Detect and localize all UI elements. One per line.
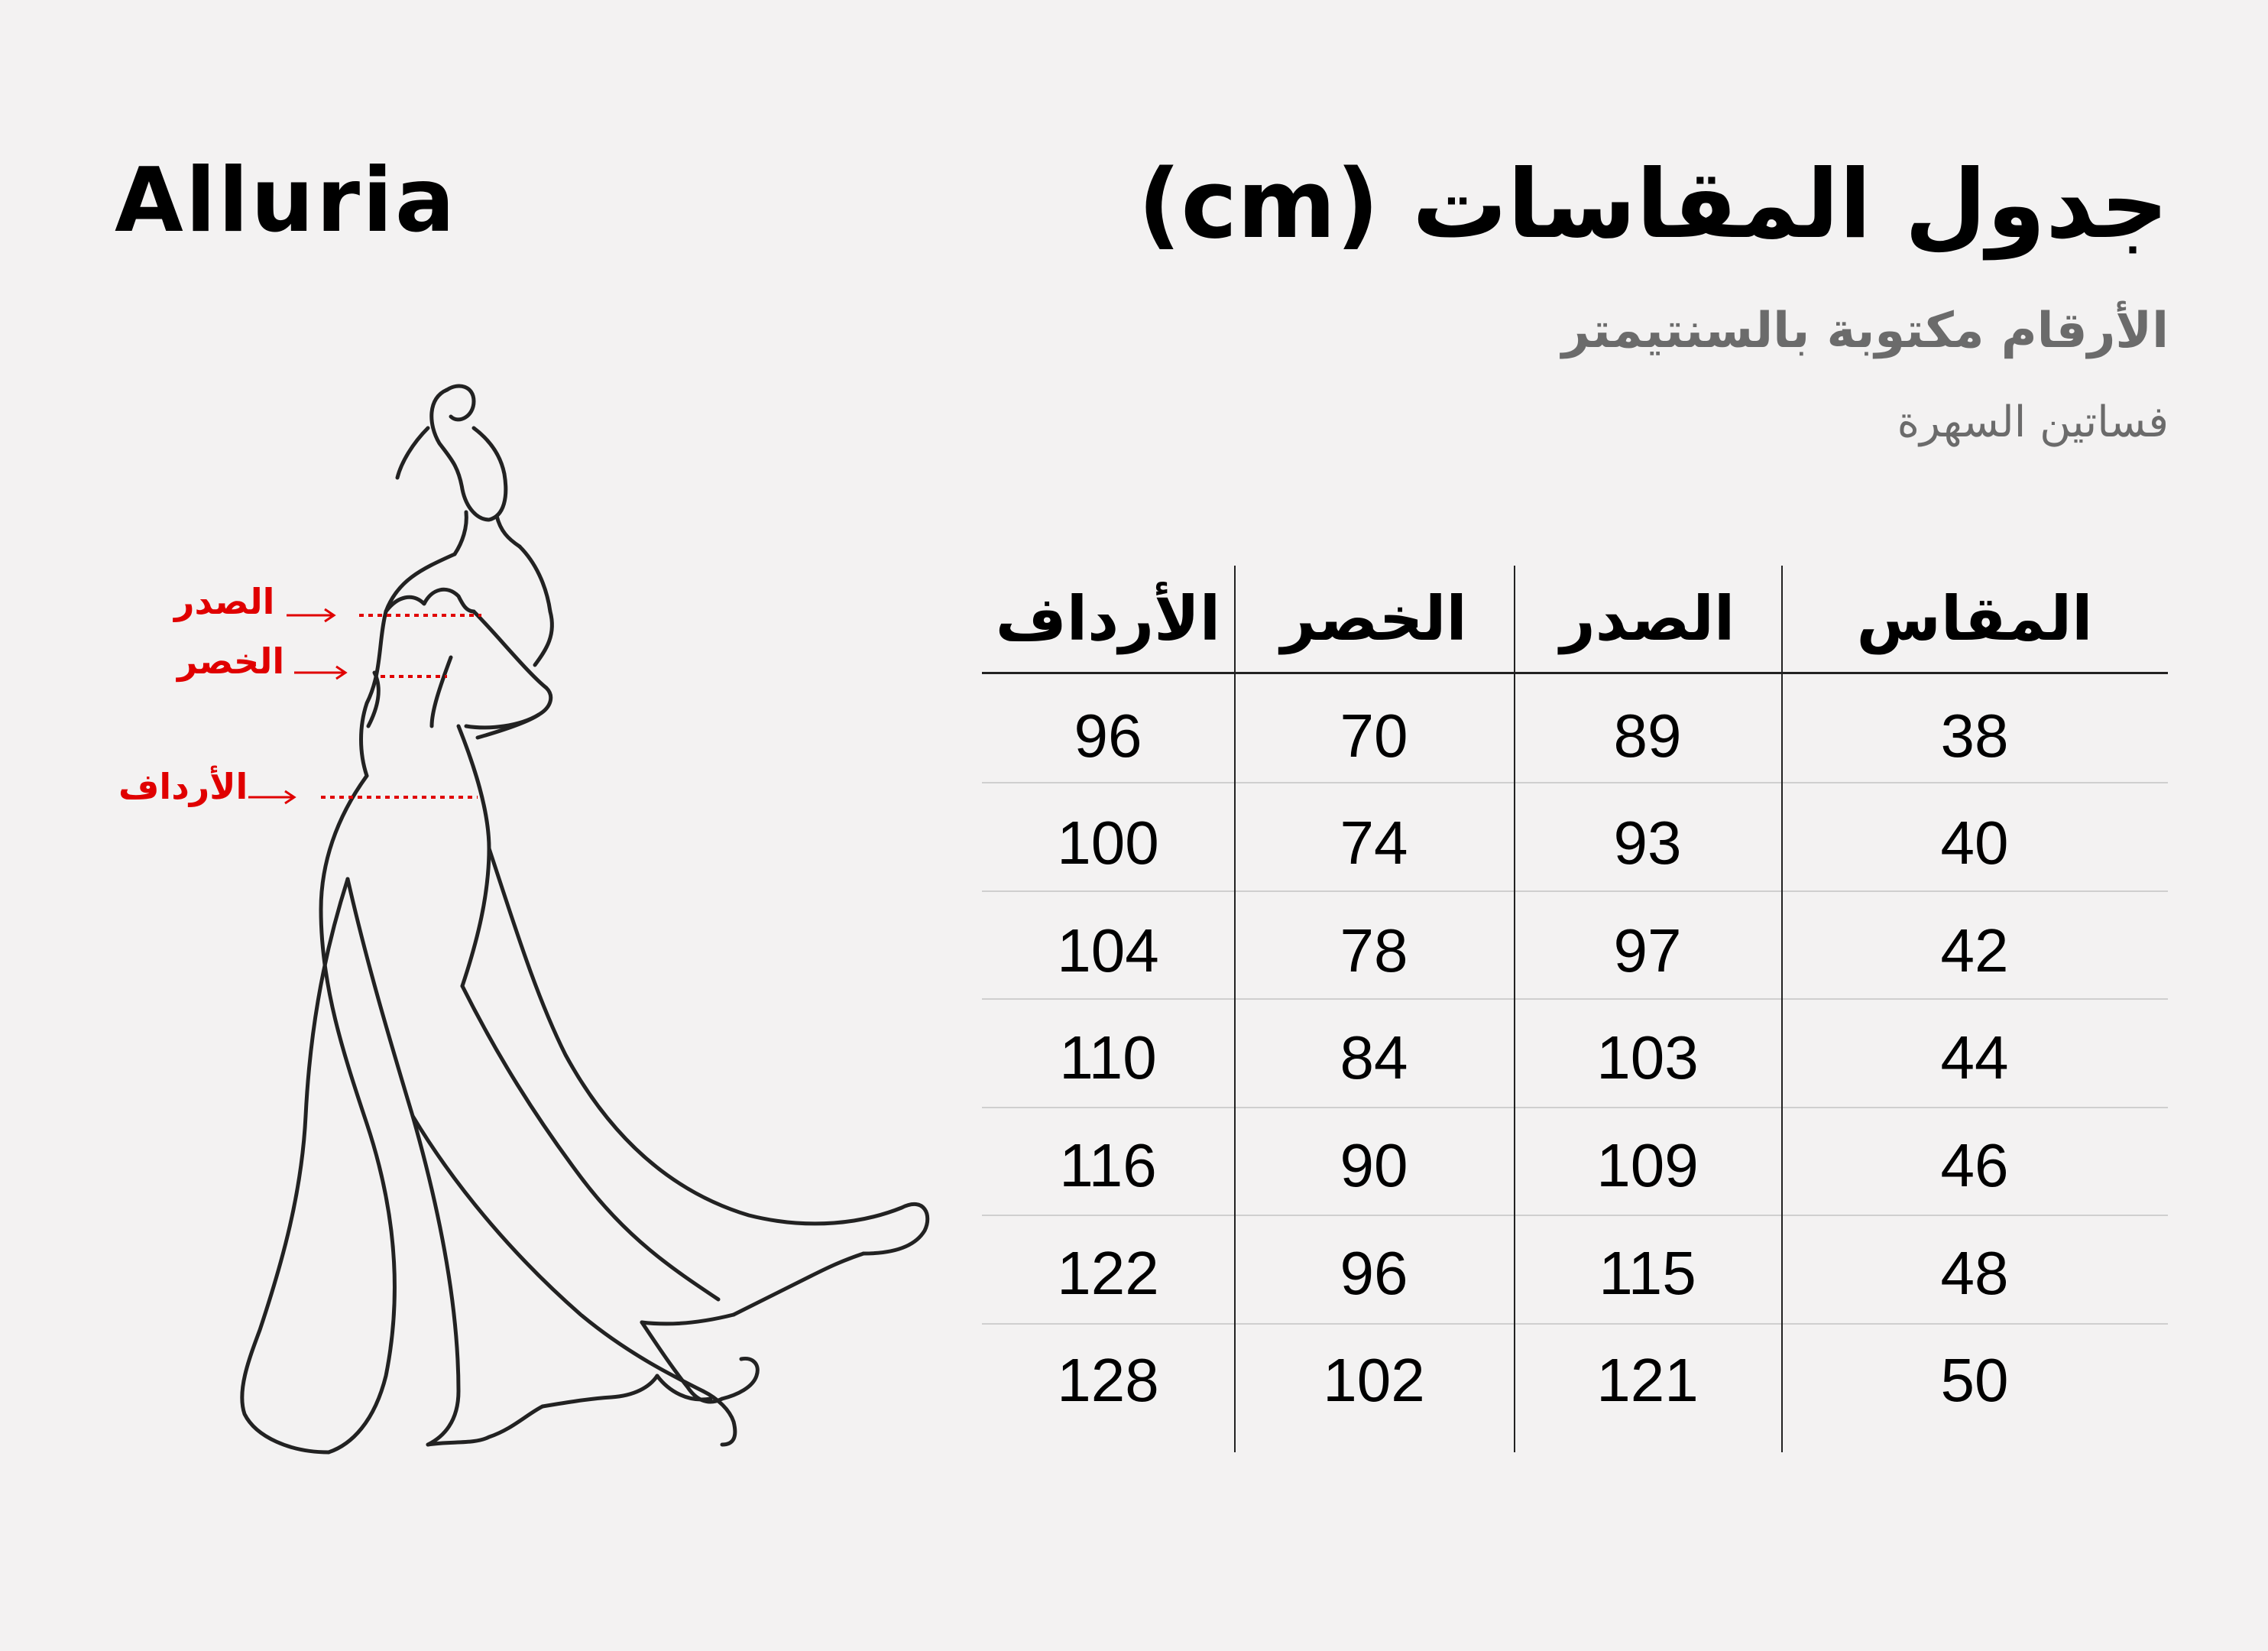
waist-cell: 70: [1340, 702, 1408, 770]
brand-logo: Alluria: [115, 149, 458, 252]
waist-cell: 96: [1340, 1239, 1408, 1307]
hips-cell: 110: [1059, 1023, 1157, 1091]
size-cell: 44: [1940, 1023, 2009, 1091]
category-label: فساتين السهرة: [1897, 397, 2169, 447]
column-divider: [1234, 566, 1236, 1452]
hips-cell: 100: [1057, 809, 1159, 877]
table-row: [982, 897, 2168, 1004]
units-note: الأرقام مكتوبة بالسنتيمتر: [1561, 303, 2169, 359]
size-cell: 42: [1940, 916, 2009, 984]
bust-cell: 121: [1596, 1346, 1699, 1414]
header-waist: الخصر: [1281, 583, 1467, 654]
size-cell: 48: [1940, 1239, 2009, 1307]
header-divider: [982, 672, 2168, 674]
waist-label: الخصر: [177, 641, 285, 682]
size-cell: 50: [1940, 1346, 2009, 1414]
hips-cell: 96: [1074, 702, 1142, 770]
table-row: [982, 1327, 2168, 1434]
size-chart-table: [982, 566, 2168, 1452]
bust-cell: 97: [1613, 916, 1682, 984]
size-cell: 46: [1940, 1131, 2009, 1199]
column-divider: [1514, 566, 1515, 1452]
column-divider: [1781, 566, 1783, 1452]
row-divider: [982, 1323, 2168, 1325]
page-title: جدول المقاسات (cm): [1137, 150, 2169, 260]
waist-cell: 90: [1340, 1131, 1408, 1199]
size-cell: 38: [1940, 702, 2009, 770]
bust-cell: 93: [1613, 809, 1682, 877]
table-row: [982, 1112, 2168, 1219]
evening-dress-figure-icon: [0, 0, 993, 1529]
table-row: [982, 1004, 2168, 1111]
header-hips: الأرداف: [995, 583, 1221, 654]
waist-cell: 84: [1340, 1023, 1408, 1091]
waist-cell: 102: [1323, 1346, 1425, 1414]
table-header-row: [982, 566, 2168, 673]
table-row: [982, 790, 2168, 897]
header-bust: الصدر: [1560, 583, 1735, 654]
hips-cell: 116: [1059, 1131, 1157, 1199]
row-divider: [982, 1215, 2168, 1216]
header-size: المقاس: [1856, 583, 2093, 654]
hips-cell: 104: [1057, 916, 1159, 984]
row-divider: [982, 890, 2168, 892]
table-row: [982, 1220, 2168, 1327]
bust-label: الصدر: [174, 581, 275, 622]
row-divider: [982, 1107, 2168, 1108]
hips-cell: 122: [1057, 1239, 1159, 1307]
bust-cell: 109: [1596, 1131, 1699, 1199]
bust-cell: 89: [1613, 702, 1682, 770]
row-divider: [982, 782, 2168, 783]
bust-cell: 103: [1596, 1023, 1699, 1091]
hips-label: الأرداف: [118, 766, 248, 807]
table-row: [982, 683, 2168, 790]
row-divider: [982, 998, 2168, 1000]
waist-cell: 74: [1340, 809, 1408, 877]
size-cell: 40: [1940, 809, 2009, 877]
hips-cell: 128: [1057, 1346, 1159, 1414]
waist-cell: 78: [1340, 916, 1408, 984]
bust-cell: 115: [1599, 1239, 1696, 1307]
